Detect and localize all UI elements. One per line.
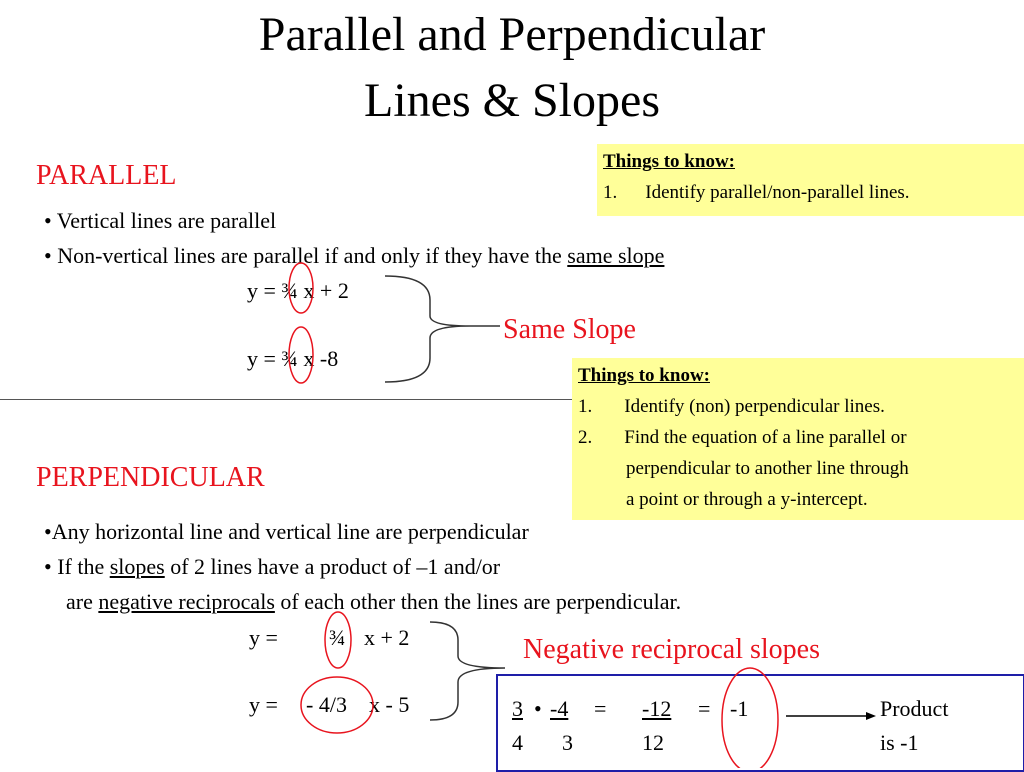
product-num-1: 3: [512, 696, 523, 721]
perpendicular-bullet-2: • If the slopes of 2 lines have a product of –1 and/or: [44, 554, 501, 579]
note-2-item-2-cont-2: a point or through a y-intercept.: [626, 489, 868, 510]
section-divider: [0, 399, 575, 400]
parallel-brace: [385, 276, 500, 382]
perp-eq-2-slope: - 4/3: [306, 692, 347, 717]
perp-eq-2-rest: x - 5: [369, 692, 410, 717]
things-to-know-note-2: [572, 358, 1024, 520]
product-den-1: 4: [512, 730, 523, 755]
negative-reciprocal-label: Negative reciprocal slopes: [523, 634, 820, 665]
parallel-bullet-2: • Non-vertical lines are parallel if and only if they have the same slope: [44, 243, 665, 268]
product-equals-1: =: [594, 696, 607, 721]
product-num-3: -12: [642, 696, 672, 721]
product-label-2: is -1: [880, 730, 919, 755]
note-2-title: Things to know:: [578, 365, 710, 386]
product-den-3: 12: [642, 730, 664, 755]
same-slope-underlined: same slope: [567, 243, 665, 268]
note-2-item-1: 1. Identify (non) perpendicular lines.: [578, 396, 885, 417]
perp-eq-1-slope: ¾: [329, 625, 346, 650]
parallel-bullet-1: • Vertical lines are parallel: [44, 208, 277, 233]
product-den-2: 3: [562, 730, 573, 755]
product-label-1: Product: [880, 696, 949, 721]
perpendicular-bullet-3: are negative reciprocals of each other then the lines are perpendicular.: [66, 589, 682, 614]
perpendicular-bullet-1: •Any horizontal line and vertical line are perpendicular: [44, 519, 529, 544]
product-dot: •: [534, 696, 542, 721]
slopes-underlined: slopes: [109, 554, 165, 579]
perp-eq-2-y: y =: [249, 692, 278, 717]
product-result: -1: [730, 696, 749, 721]
note-1-title: Things to know:: [603, 151, 735, 172]
note-2-item-2: 2. Find the equation of a line parallel or: [578, 427, 907, 448]
perp-eq-1-y: y =: [249, 625, 278, 650]
title-line-1: Parallel and Perpendicular: [258, 8, 766, 61]
parallel-eq-2: y = ¾ x -8: [247, 346, 339, 371]
product-num-2: -4: [550, 696, 569, 721]
parallel-heading: PARALLEL: [36, 160, 177, 191]
note-1-item-1: 1. Identify parallel/non-parallel lines.: [603, 182, 910, 203]
parallel-eq-1: y = ¾ x + 2: [247, 278, 349, 303]
product-equals-2: =: [698, 696, 711, 721]
perpendicular-heading: PERPENDICULAR: [36, 462, 265, 493]
title-line-2: Lines & Slopes: [364, 74, 660, 127]
same-slope-label: Same Slope: [503, 314, 636, 345]
things-to-know-note-1: [597, 144, 1024, 216]
perpendicular-brace: [430, 622, 505, 720]
perp-eq-1-rest: x + 2: [364, 625, 410, 650]
product-box: [496, 674, 1024, 772]
negative-reciprocals-underlined: negative reciprocals: [98, 589, 275, 614]
note-2-item-2-cont-1: perpendicular to another line through: [626, 458, 909, 479]
